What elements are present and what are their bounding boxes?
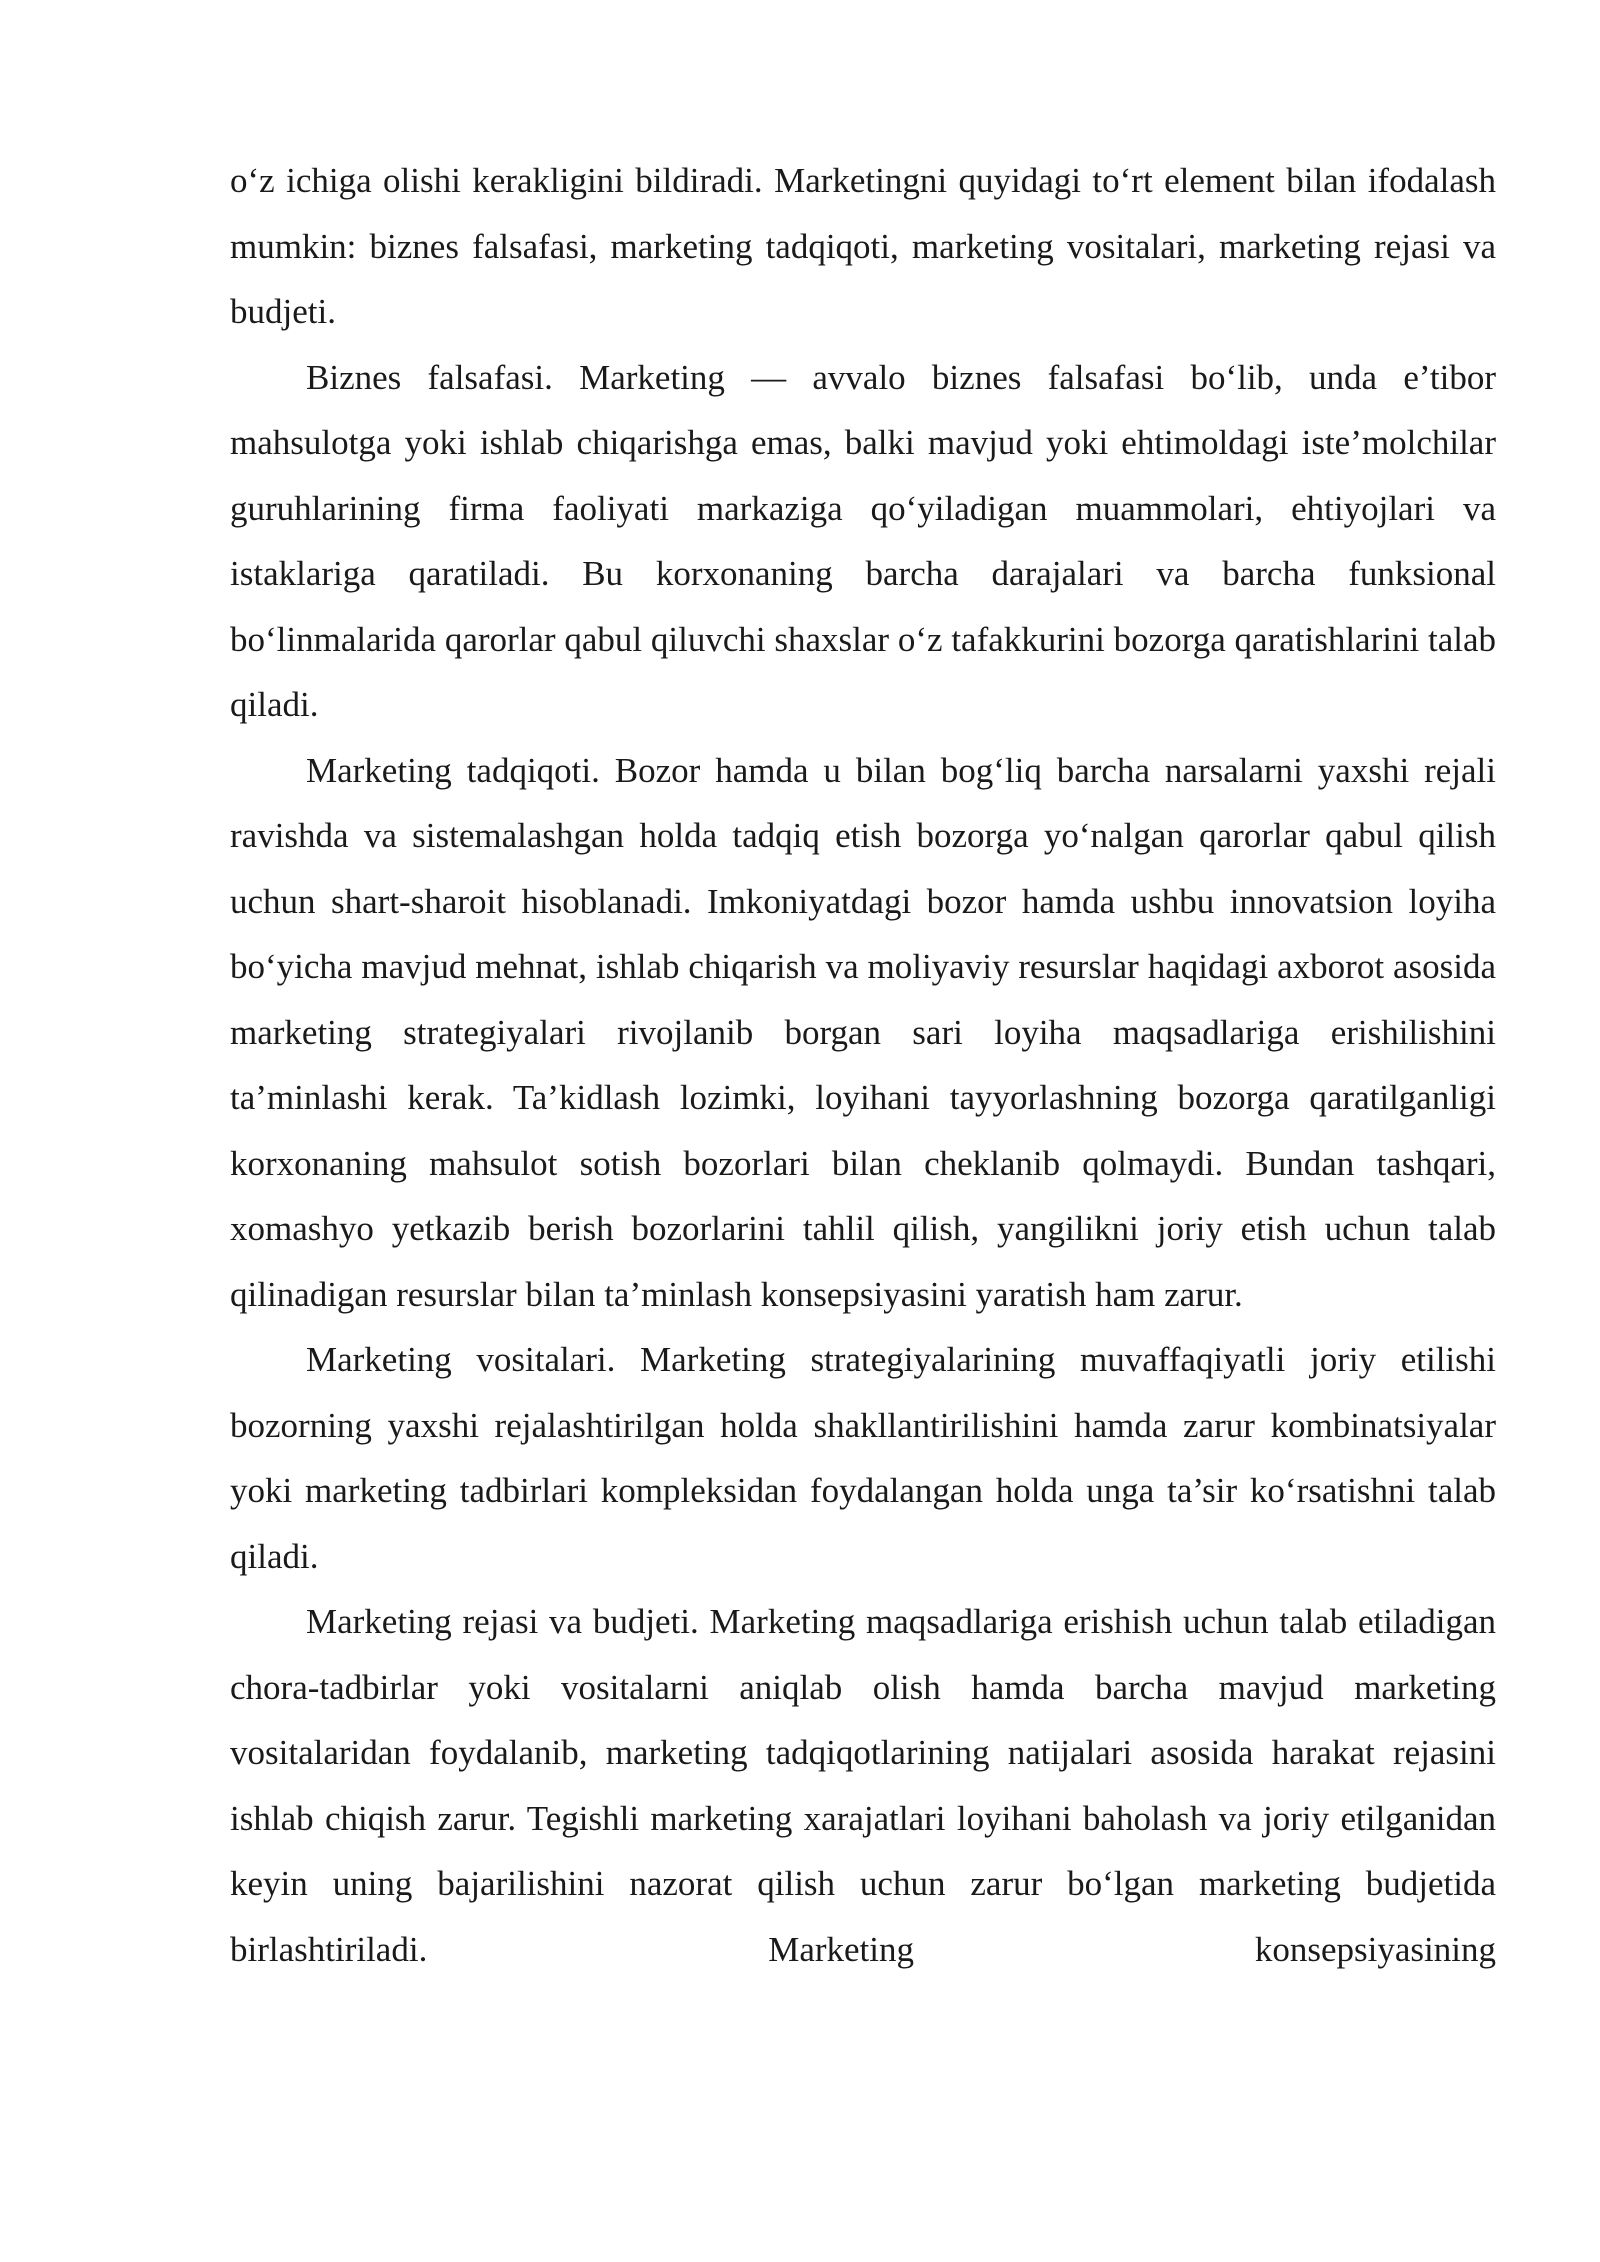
paragraph-biznes-falsafasi: Biznes falsafasi. Marketing — avvalo biznes falsafasi bo‘lib, unda e’tibor mahsulotga yoki ishlab chiqarishga emas, balki mavjud yoki ehtimoldagi iste’molchilar guruhlarining firma faoliyati markaziga qo‘yiladigan muammolari, ehtiyojlari va istaklariga qaratiladi. Bu korxonaning barcha darajalari va barcha funksional bo‘linmalarida qarorlar qabul qiluvchi shaxslar o‘z tafakkurini bozorga qaratishlarini talab qiladi. bbox=[230, 357, 1496, 724]
paragraph-marketing-vositalari: Marketing vositalari. Marketing strategiyalarining muvaffaqiyatli joriy etilishi bozorning yaxshi rejalashtirilgan holda shakllantirilishini hamda zarur kombinatsiyalar yoki marketing tadbirlari kompleksidan foydalangan holda unga ta’sir ko‘rsatishni talab qiladi. bbox=[230, 1340, 1496, 1576]
paragraph-marketing-tadqiqoti: Marketing tadqiqoti. Bozor hamda u bilan bog‘liq barcha narsalarni yaxshi rejali ravishda va sistemalashgan holda tadqiq etish bozorga yo‘nalgan qarorlar qabul qilish uchun shart-sharoit hisoblanadi. Imkoniyatdagi bozor hamda ushbu innovatsion loyiha bo‘yicha mavjud mehnat, ishlab chiqarish va moliyaviy resurslar haqidagi axborot asosida marketing strategiyalari rivojlanib borgan sari loyiha maqsadlariga erishilishini ta’minlashi kerak. Ta’kidlash lozimki, loyihani tayyorlashning bozorga qaratilganligi korxonaning mahsulot sotish bozorlari bilan cheklanib qolmaydi. Bundan tashqari, xomashyo yetkazib berish bozorlarini tahlil qilish, yangilikni joriy etish uchun talab qilinadigan resurslar bilan ta’minlash konsepsiyasini yaratish ham zarur. bbox=[230, 750, 1496, 1314]
paragraph-marketing-rejasi: Marketing rejasi va budjeti. Marketing maqsadlariga erishish uchun talab etiladigan chora-tadbirlar yoki vositalarni aniqlab olish hamda barcha mavjud marketing vositalaridan foydalanib, marketing tadqiqotlarining natijalari asosida harakat rejasini ishlab chiqish zarur. Tegishli marketing xarajatlari loyihani baholash va joriy etilganidan keyin uning bajarilishini nazorat qilish uchun zarur bo‘lgan marketing budjetida birlashtiriladi. Marketing konsepsiyasining bbox=[230, 1602, 1496, 1969]
document-page bbox=[230, 148, 1496, 1982]
paragraph-continuation: o‘z ichiga olishi kerakligini bildiradi. Marketingni quyidagi to‘rt element bilan ifodalash mumkin: biznes falsafasi, marketing tadqiqoti, marketing vositalari, marketing rejasi va budjeti. bbox=[230, 161, 1496, 331]
